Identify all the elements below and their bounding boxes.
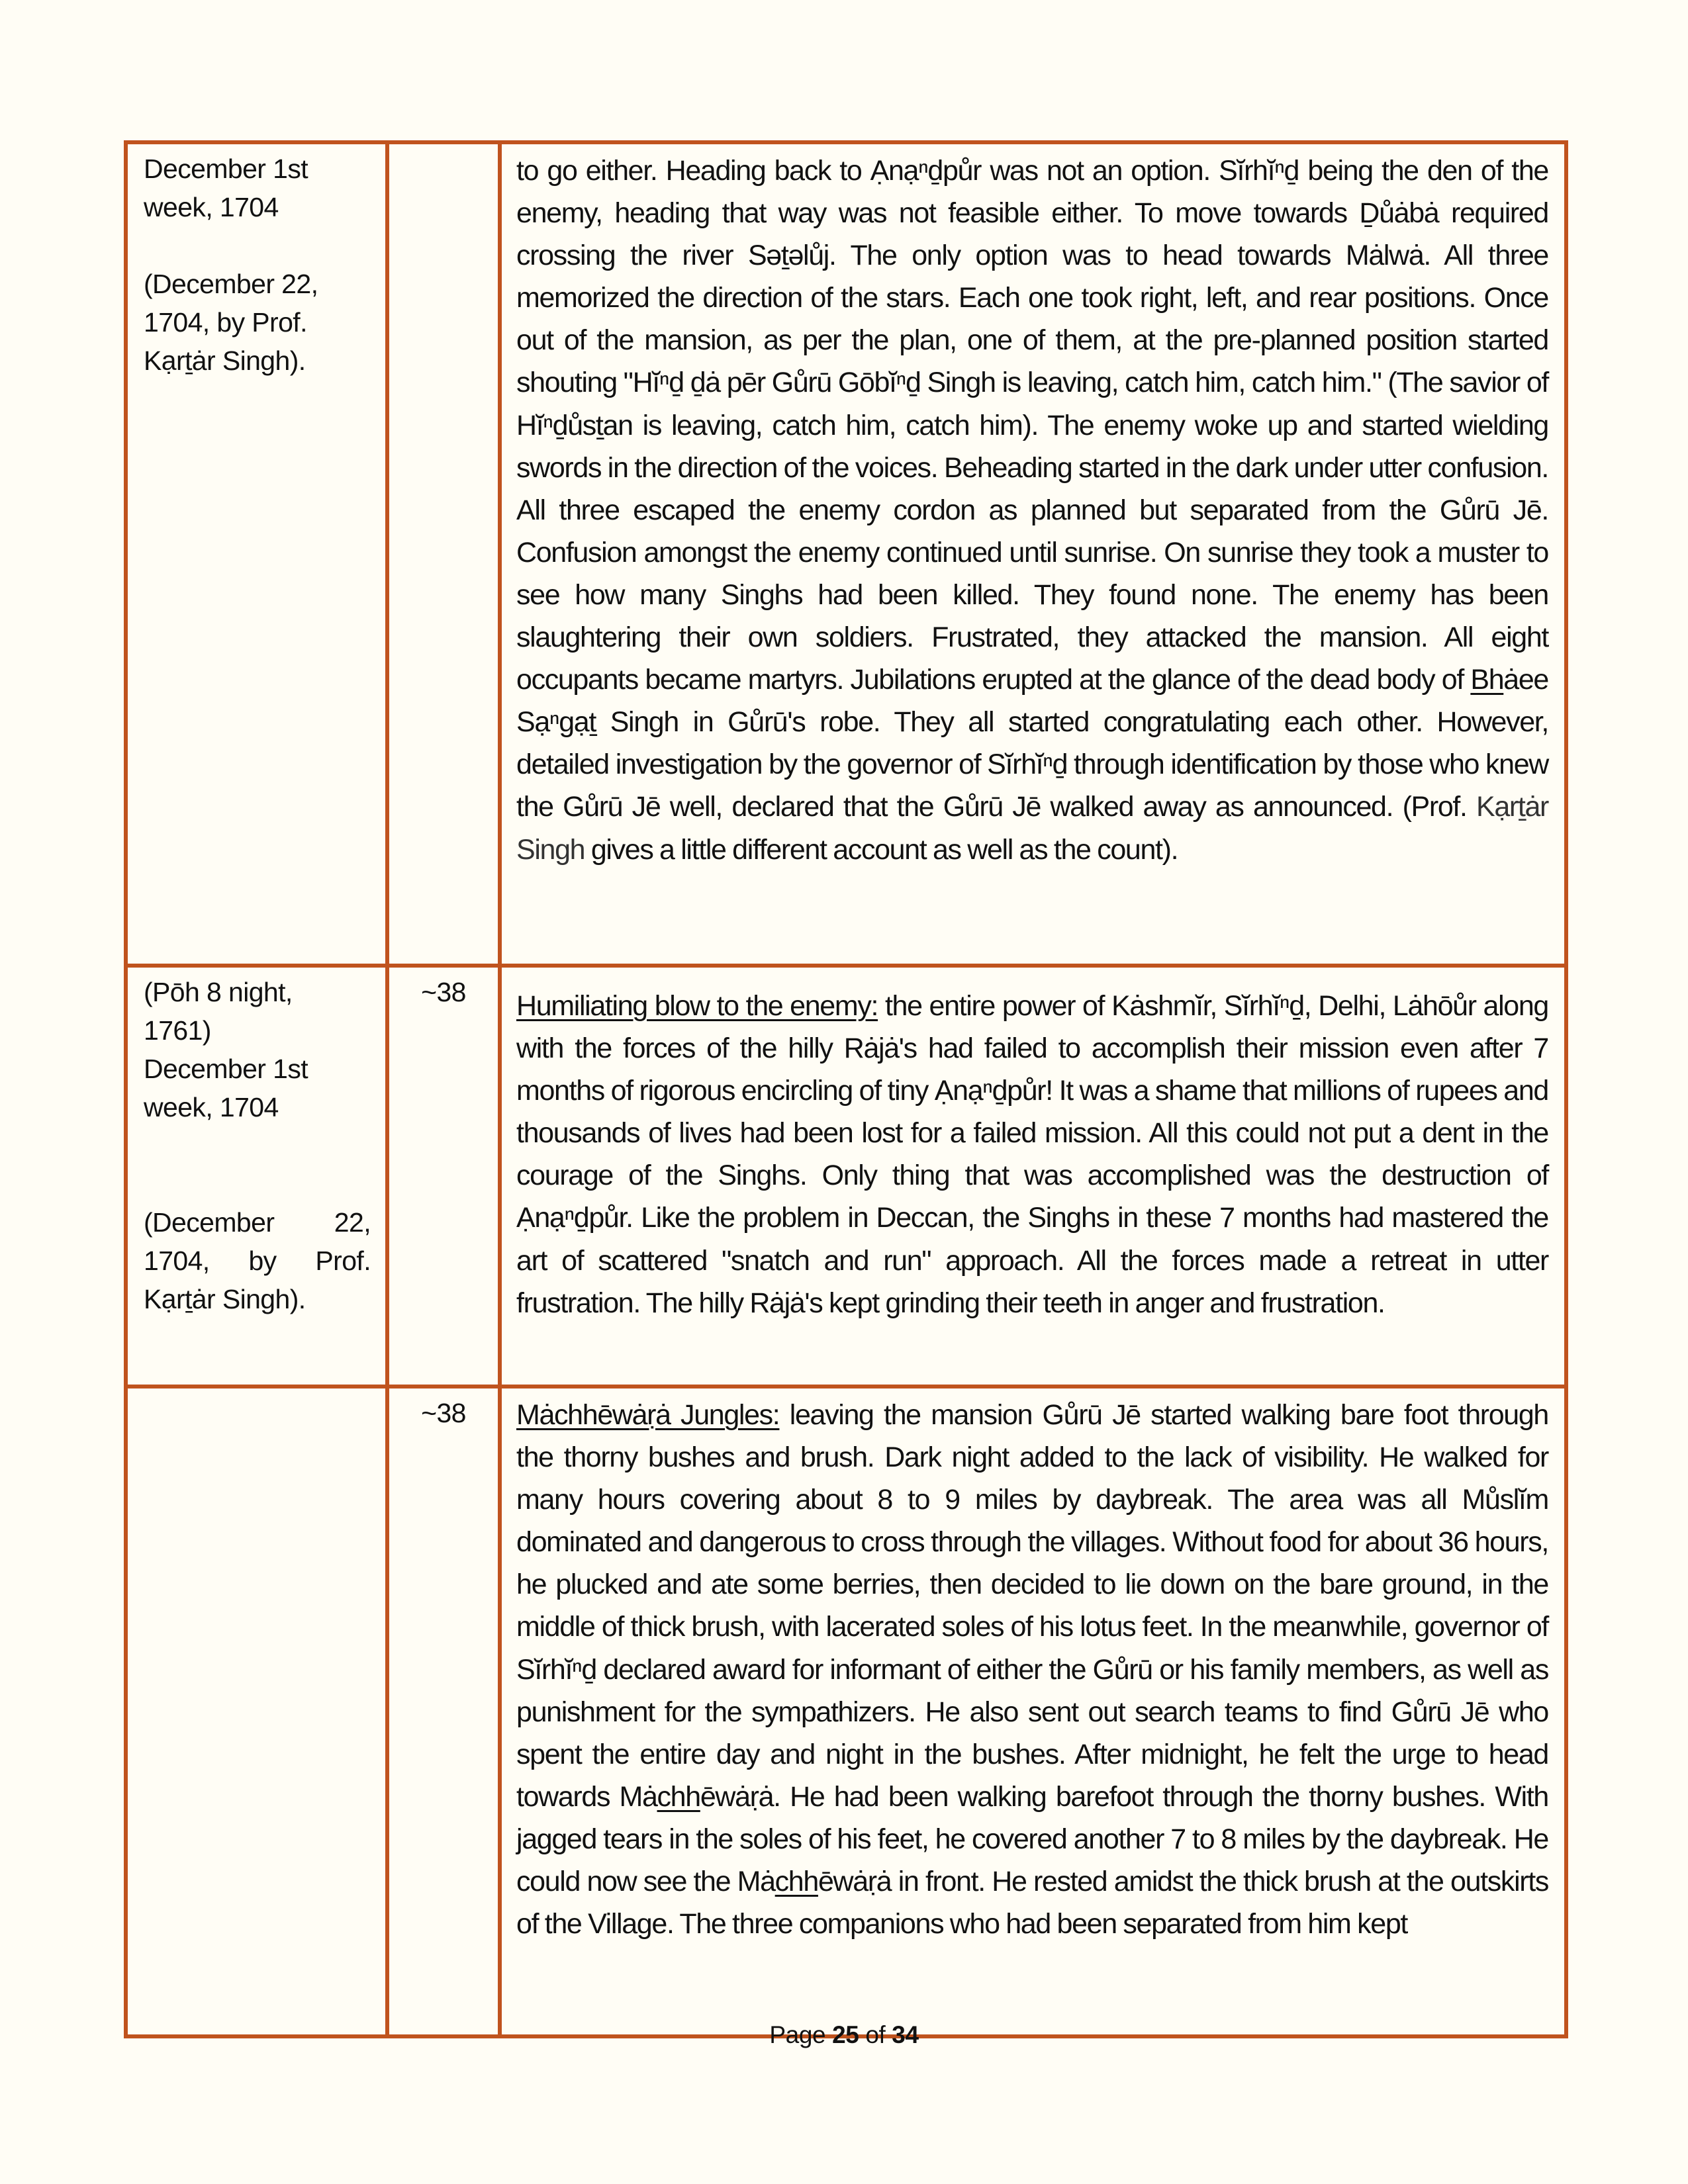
table-row — [126, 1387, 1566, 2036]
narrative-cell — [500, 966, 1566, 1387]
narrative-text: leaving the mansion Gůrū Jē started walking bare foot through the thorny bushes and brush. Dark night added to the lack of visibility. He walked for many hours covering about 8 to 9 miles by daybreak. The area was all Můslĭm dominated and dangerous to cross through the villages. Without food for about 36 hours, he plucked and ate some berries, then decided to lie down on the bare ground, in the middle of thick brush, with lacerated soles of his lotus feet. In the meanwhile, governor of Sĭrhĭⁿḏ declared award for informant of either the Gůrū or his family members, as well as punishment for the sympathizers. He also sent out search teams to find Gůrū Jē who spent the entire day and night in the bushes. After midnight, he felt the urge to head towards Mȧ — [516, 1399, 1548, 1813]
alt-date-text: Kạrṯȧr Singh). — [144, 1284, 306, 1314]
table-row — [126, 966, 1566, 1387]
total-page-count: 34 — [892, 2021, 919, 2048]
date-cell — [126, 1387, 387, 2036]
age-text: ~38 — [421, 977, 466, 1007]
section-heading: Mȧchhēwȧṛȧ Jungles: — [516, 1399, 780, 1431]
date-cell — [126, 142, 387, 966]
page-label: Page — [769, 2021, 826, 2048]
alt-date-text: (December 22, — [144, 1207, 371, 1238]
narrative-text: to go either. Heading back to Ạnạⁿḏpůr was not an option. Sĭrhĭⁿḏ being the den of the enemy, heading that way was not feasible either. To move towards Ḏůȧbȧ required crossing the river Səṯəlůj. The only option was to head towards Mȧlwȧ. All three memorized the direction of the stars. Each one took right, left, and rear positions. Once out of the mansion, as per the plan, one of them, at the pre-planned position started shouting "Hĭⁿḏ ḏȧ pēr Gůrū Gōbĭⁿḏ Singh is leaving, catch him, catch him." (The savior of Hĭⁿḏůsṯan is leaving, catch him, catch him). The enemy woke up and started wielding swords in the direction of the voices. Beheading started in the dark under utter confusion. All three escaped the enemy cordon as planned but separated from the Gůrū Jē. Confusion amongst the enemy continued until sunrise. On sunrise they took a muster to see how many Singhs had been killed. They found none. The enemy has been slaughtering their own soldiers. Frustrated, they attacked the mansion. All eight occupants became martyrs. Jubilations erupted at the glance of the dead body of — [516, 155, 1548, 696]
author-name: Kạrṯȧr Singh — [516, 791, 1548, 866]
section-heading: Humiliating blow to the enemy: — [516, 990, 878, 1022]
date-text: week, 1704 — [144, 1092, 279, 1122]
alt-date-text: 1704, by Prof. — [144, 307, 307, 338]
date-text: December 1st — [144, 154, 308, 184]
underlined-transliteration: chh — [657, 1780, 700, 1813]
underlined-transliteration: Bh — [1470, 664, 1504, 696]
narrative-text: ēwȧṛȧ in front. He rested amidst the thick brush at the outskirts of the Village. The three companions who had been separated from him kept — [516, 1866, 1548, 1940]
date-text: December 1st — [144, 1054, 308, 1084]
alt-date-text: Kạrṯȧr Singh). — [144, 345, 306, 376]
date-text: (Pōh 8 night, — [144, 977, 293, 1007]
age-cell — [387, 142, 500, 966]
chronology-table — [124, 140, 1568, 2038]
narrative-cell — [500, 1387, 1566, 2036]
age-cell — [387, 1387, 500, 2036]
narrative-text: gives a little different account as well as the count). — [585, 833, 1178, 866]
alt-date-text: (December 22, — [144, 269, 318, 299]
age-cell — [387, 966, 500, 1387]
page-footer — [0, 2019, 1688, 2052]
narrative-text: the entire power of Kȧshmĭr, Sĭrhĭⁿḏ, Delhi, Lȧhōůr along with the forces of the hilly Rȧjȧ's had failed to accomplish their mission even after 7 months of rigorous encircling of tiny Ạnạⁿḏpůr! It was a shame that millions of rupees and thousands of lives had been lost for a failed mission. All this could not put a dent in the courage of the Singhs. Only thing that was accomplished was the destruction of Ạnạⁿḏpůr. Like the problem in Deccan, the Singhs in these 7 months had mastered the art of scattered "snatch and run" approach. All the forces made a retreat in utter frustration. The hilly Rȧjȧ's kept grinding their teeth in anger and frustration. — [516, 990, 1548, 1319]
age-text: ~38 — [421, 1398, 466, 1428]
table-row — [126, 142, 1566, 966]
current-page-number: 25 — [832, 2021, 859, 2048]
underlined-transliteration: chh — [774, 1866, 818, 1898]
alt-date-text: 1704, by Prof. — [144, 1246, 371, 1276]
date-text: week, 1704 — [144, 192, 279, 222]
narrative-text: ēwȧṛȧ. He had been walking barefoot through the thorny bushes. With jagged tears in the soles of his feet, he covered another 7 to 8 miles by the daybreak. He could now see the Mȧ — [516, 1780, 1548, 1898]
narrative-cell — [500, 142, 1566, 966]
page-of-label: of — [865, 2021, 886, 2048]
date-text: 1761) — [144, 1015, 211, 1046]
date-cell — [126, 966, 387, 1387]
narrative-text: ȧee Sạⁿgạṯ Singh in Gůrū's robe. They all started congratulating each other. However, detailed investigation by the governor of Sĭrhĭⁿḏ through identification by those who knew the Gůrū Jē well, declared that the Gůrū Jē walked away as announced. (Prof. — [516, 664, 1548, 823]
